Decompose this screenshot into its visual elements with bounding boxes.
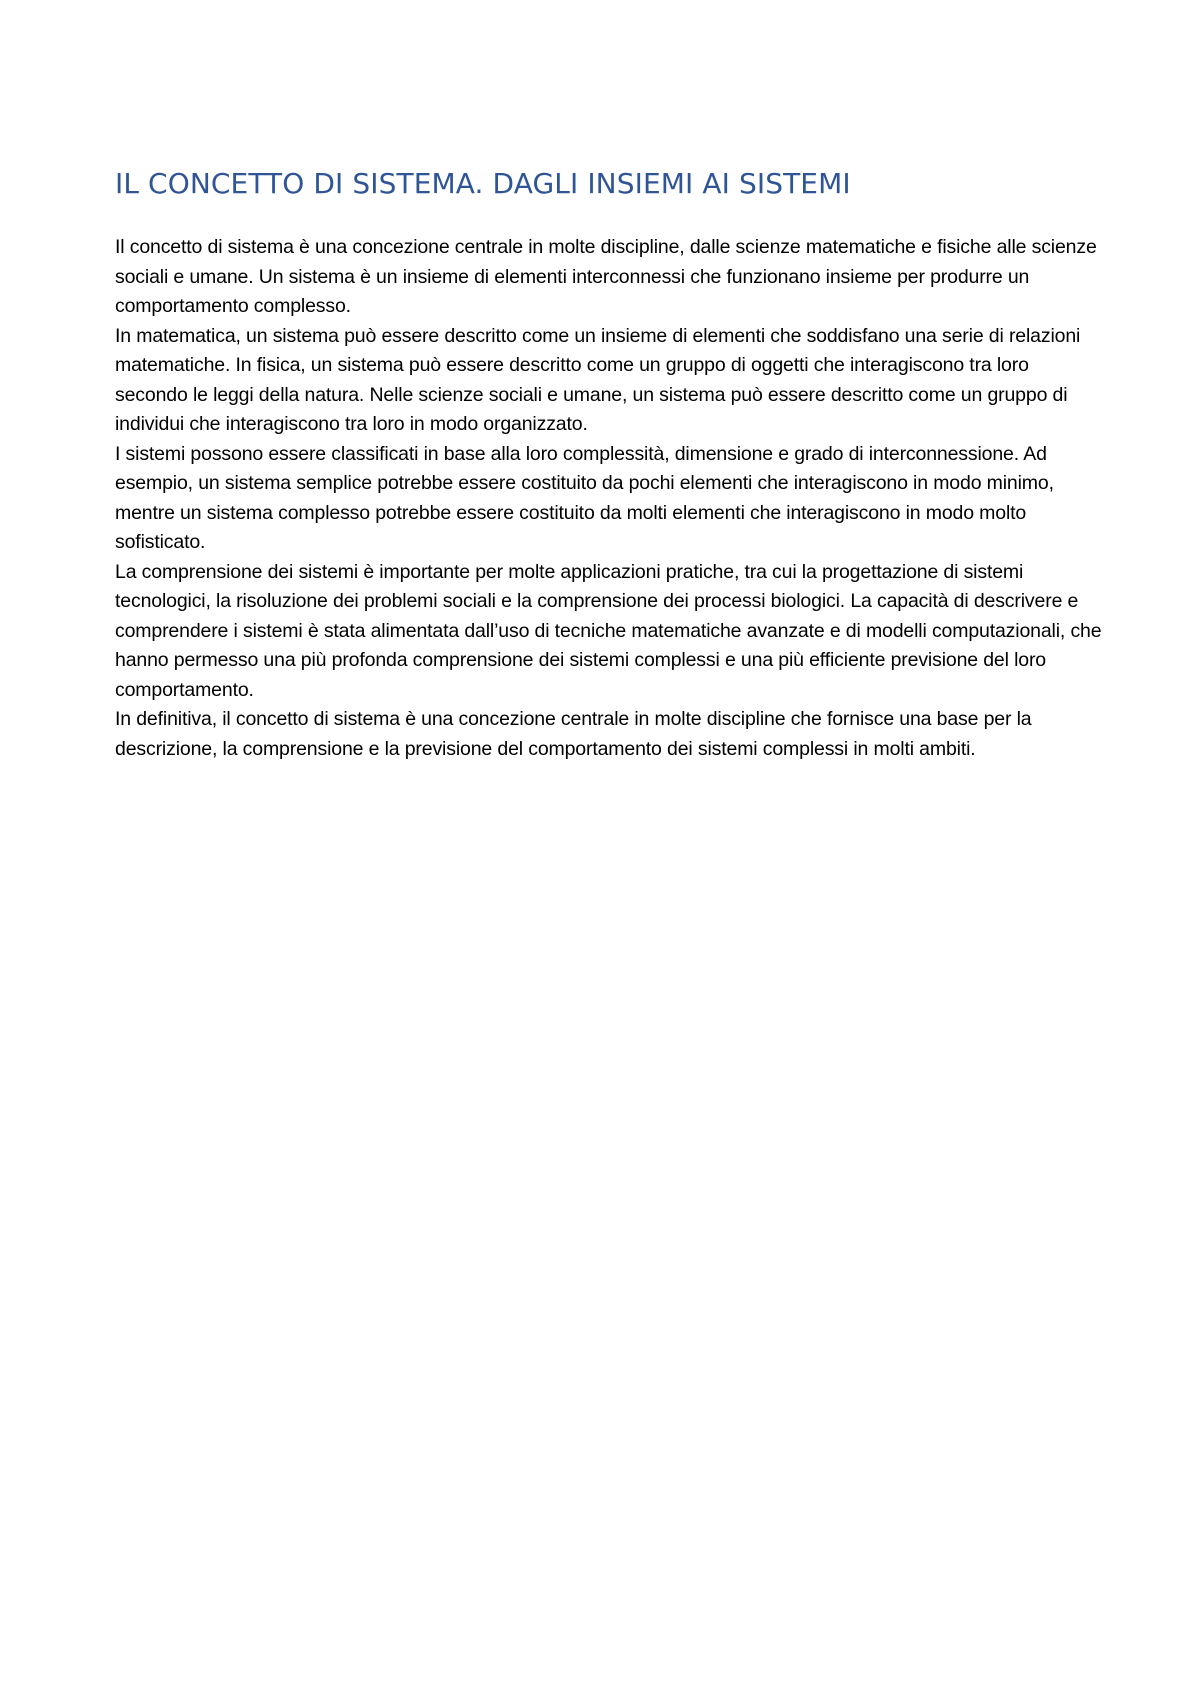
document-content [115, 165, 1105, 764]
document-body [115, 233, 1105, 764]
paragraph-5: In definitiva, il concetto di sistema è una concezione centrale in molte discipline che fornisce una base per la descrizione, la comprensione e la previsione del comportamento dei sistemi complessi in molti ambiti. [115, 708, 1032, 760]
paragraph-1: Il concetto di sistema è una concezione centrale in molte discipline, dalle scienze matematiche e fisiche alle scienze sociali e umane. Un sistema è un insieme di elementi interconnessi che funzionano insieme per produrre un comportamento complesso. [115, 236, 1097, 317]
paragraph-3: I sistemi possono essere classificati in base alla loro complessità, dimensione e grado di interconnessione. Ad esempio, un sistema semplice potrebbe essere costituito da pochi elementi che interagiscono in modo minimo, mentre un sistema complesso potrebbe essere costituito da molti elementi che interagiscono in modo molto sofisticato. [115, 442, 1054, 553]
paragraph-4: La comprensione dei sistemi è importante per molte applicazioni pratiche, tra cui la progettazione di sistemi tecnologici, la risoluzione dei problemi sociali e la comprensione dei processi biologici. La capacità di descrivere e comprendere i sistemi è stata alimentata dall’uso di tecniche matematiche avanzate e di modelli computazionali, che hanno permesso una più profonda comprensione dei sistemi complessi e una più efficiente previsione del loro comportamento. [115, 560, 1102, 701]
document-title: IL CONCETTO DI SISTEMA. DAGLI INSIEMI AI SISTEMI [115, 167, 851, 200]
paragraph-2: In matematica, un sistema può essere descritto come un insieme di elementi che soddisfano una serie di relazioni matematiche. In fisica, un sistema può essere descritto come un gruppo di oggetti che interagiscono tra loro secondo le leggi della natura. Nelle scienze sociali e umane, un sistema può essere descritto come un gruppo di individui che interagiscono tra loro in modo organizzato. [115, 324, 1081, 435]
